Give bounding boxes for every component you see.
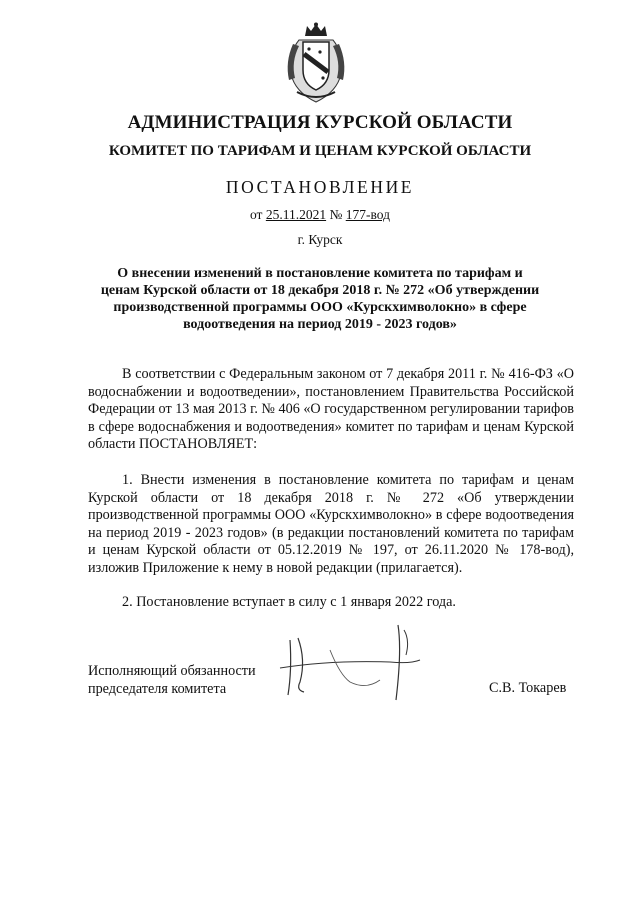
city: г. Курск [297,232,343,247]
date-number-line [0,207,640,223]
item-1-paragraph: 1. Внести изменения в постановление комитета по тарифам и ценам Курской области от 18 декабря 2018 г. № 272 «Об утверждении производственной программы ООО «Курскхимволокно» в сфере водоотведения на период 2019 - 2023 годов» (в редакции постановлений комитета по тарифам и ценам Курской области от 05.12.2019 № 197, от 26.11.2020 № 178-вод), изложив Приложение к нему в новой редакции (прилагается). [88,472,574,576]
position-line-2: председателя комитета [88,681,227,697]
handwritten-signature-icon [270,620,430,710]
item-2-paragraph: 2. Постановление вступает в силу с 1 января 2022 года. [122,594,456,610]
number-prefix: № [326,207,346,222]
date-prefix: от [249,207,266,222]
organization-name: АДМИНИСТРАЦИЯ КУРСКОЙ ОБЛАСТИ [127,112,513,133]
document-type: ПОСТАНОВЛЕНИЕ [225,177,415,197]
position-line-1: Исполняющий обязанности [88,663,256,679]
committee-name: КОМИТЕТ ПО ТАРИФАМ И ЦЕНАМ КУРСКОЙ ОБЛАСТИ [108,143,532,159]
signatory-position [88,662,256,698]
kursk-coat-of-arms-icon [283,22,349,104]
document-date: 25.11.2021 [265,207,327,222]
preamble-paragraph: В соответствии с Федеральным законом от 7 декабря 2011 г. № 416-ФЗ «О водоснабжении и водоотведении», постановлением Правительства Российской Федерации от 13 мая 2013 г. № 406 «О государственном регулировании тарифов в сфере водоснабжения и водоотведения» комитет по тарифам и ценам Курской области ПОСТАНОВЛЯЕТ: [88,366,575,453]
signatory-name: С.В. Токарев [489,680,567,696]
document-subject: О внесении изменений в постановление комитета по тарифам и ценам Курской области от 18 декабря 2018 г. № 272 «Об утверждении производственной программы ООО «Курскхимволокно» в сфере водоотведения на период 2019 - 2023 годов» [100,266,540,332]
document-number: 177-вод [345,207,390,222]
